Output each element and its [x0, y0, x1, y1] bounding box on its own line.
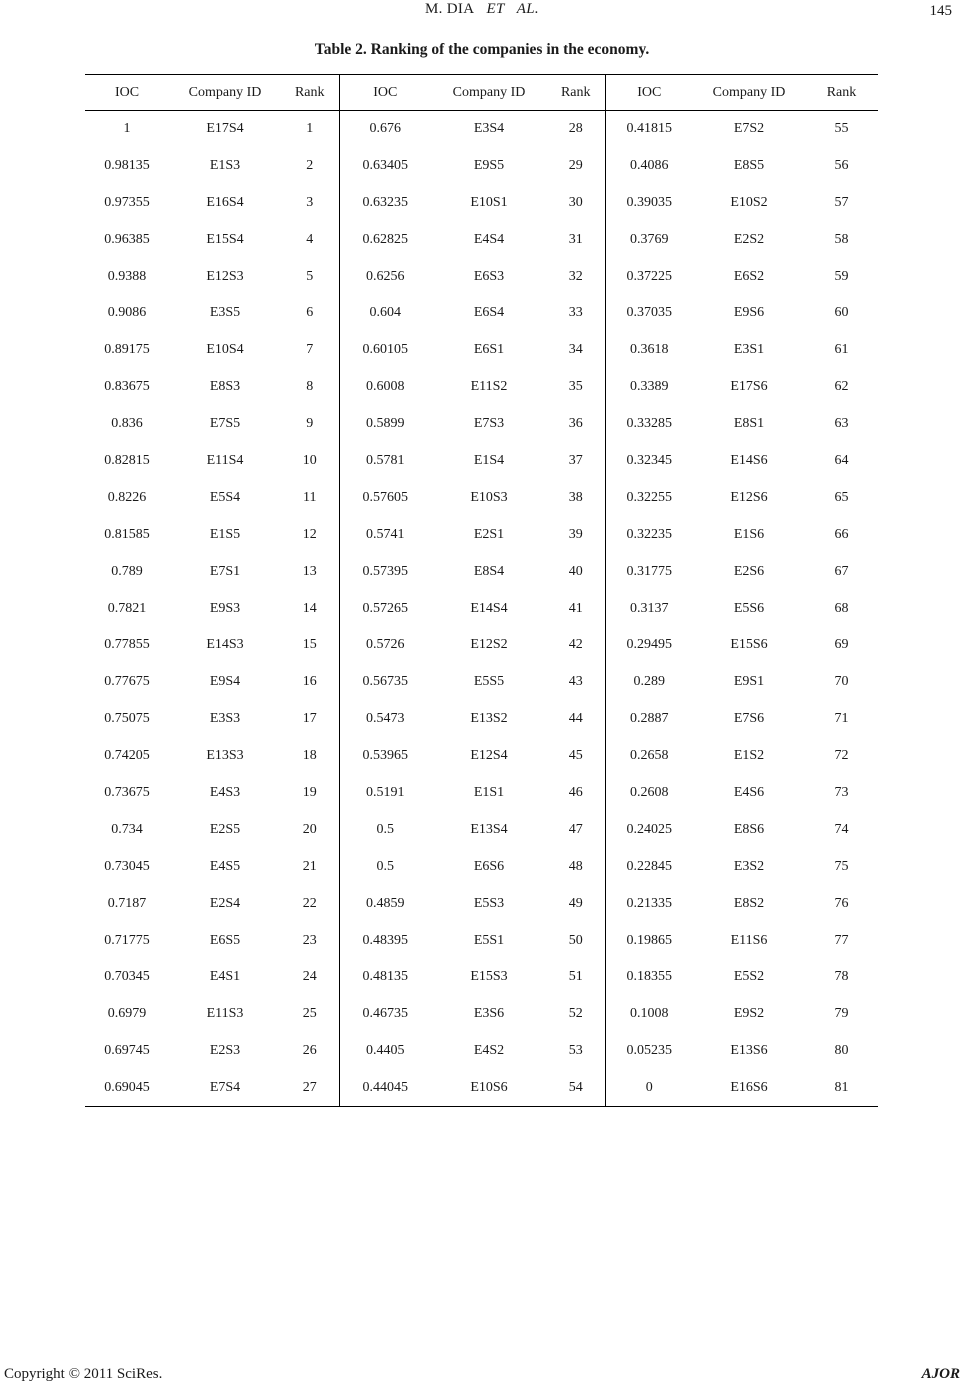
cell-company-id-group-1: E4S3	[209, 784, 241, 800]
cell-rank-group-2: 53	[547, 1033, 605, 1070]
et-al-al: AL.	[516, 1, 539, 17]
table-row	[85, 922, 878, 959]
cell-company-id-group-1: E7S1	[209, 563, 241, 579]
cell-company-id-group-2: E11S2	[470, 379, 508, 395]
cell-company-id-group-1: E2S5	[209, 821, 241, 837]
running-head	[0, 0, 964, 26]
cell-ioc-group-1: 0.77675	[104, 674, 150, 690]
table-row	[85, 664, 878, 701]
cell-company-id-group-3: E11S6	[730, 932, 768, 948]
cell-ioc-group-3: 0.32235	[626, 526, 672, 542]
cell-company-id-group-2: E6S6	[473, 858, 505, 874]
table-row	[85, 811, 878, 848]
table-row	[85, 479, 878, 516]
cell-company-id-group-2: E10S3	[470, 489, 508, 505]
cell-rank-group-3: 80	[834, 1043, 849, 1059]
cell-company-id-group-3: E4S6	[733, 784, 765, 800]
cell-rank-group-2: 52	[547, 996, 605, 1033]
cell-rank-group-2: 29	[547, 147, 605, 184]
cell-ioc-group-1: 0.82815	[104, 452, 150, 468]
cell-rank-group-3: 65	[834, 489, 849, 505]
cell-ioc-group-3: 0.37035	[626, 305, 672, 321]
table-row	[85, 1033, 878, 1070]
column-header-rank-3: Rank	[805, 75, 878, 111]
cell-ioc-group-3: 0.05235	[626, 1043, 672, 1059]
cell-company-id-group-1: E11S4	[206, 452, 244, 468]
cell-company-id-group-2: E6S4	[473, 305, 505, 321]
cell-rank-group-2: 51	[547, 959, 605, 996]
cell-company-id-group-3: E3S1	[733, 342, 765, 358]
cell-ioc-group-1: 0.89175	[104, 342, 150, 358]
cell-rank-group-1: 16	[281, 664, 339, 701]
cell-ioc-group-1: 0.9086	[107, 305, 147, 321]
cell-ioc-group-2: 0.63235	[362, 194, 408, 210]
cell-ioc-group-1: 0.83675	[104, 379, 150, 395]
table-row	[85, 369, 878, 406]
cell-rank-group-1: 23	[281, 922, 339, 959]
cell-ioc-group-2: 0.57395	[362, 563, 408, 579]
cell-company-id-group-2: E6S3	[473, 268, 505, 284]
cell-ioc-group-3: 0	[605, 1070, 693, 1107]
cell-rank-group-2: 30	[547, 184, 605, 221]
cell-ioc-group-3: 0.2608	[630, 784, 669, 800]
cell-ioc-group-2: 0.676	[369, 121, 401, 137]
cell-ioc-group-2: 0.4405	[366, 1043, 405, 1059]
cell-company-id-group-2: E9S5	[473, 157, 505, 173]
column-header-company-id-1: Company ID	[169, 75, 281, 111]
cell-rank-group-1: 24	[281, 959, 339, 996]
table-row	[85, 701, 878, 738]
cell-rank-group-1: 8	[281, 369, 339, 406]
table-row	[85, 959, 878, 996]
cell-rank-group-2: 42	[547, 627, 605, 664]
cell-ioc-group-2: 0.63405	[362, 157, 408, 173]
cell-ioc-group-2: 0.5	[376, 821, 394, 837]
cell-company-id-group-2: E5S1	[473, 932, 505, 948]
cell-rank-group-2: 41	[547, 590, 605, 627]
cell-ioc-group-3: 0.32345	[626, 452, 672, 468]
cell-company-id-group-2: E10S1	[470, 194, 508, 210]
cell-company-id-group-1: E17S4	[206, 121, 244, 137]
table-header-row	[85, 75, 878, 111]
cell-company-id-group-1: E9S4	[209, 674, 241, 690]
table-row	[85, 258, 878, 295]
cell-rank-group-3: 75	[834, 858, 849, 874]
cell-rank-group-1: 9	[281, 406, 339, 443]
cell-company-id-group-1: E2S4	[209, 895, 241, 911]
cell-rank-group-1: 1	[281, 111, 339, 148]
cell-ioc-group-2: 0.48395	[362, 932, 408, 948]
cell-company-id-group-1: E11S3	[206, 1006, 244, 1022]
cell-rank-group-2: 39	[547, 516, 605, 553]
cell-rank-group-1: 25	[281, 996, 339, 1033]
cell-ioc-group-3: 0.289	[633, 674, 665, 690]
cell-company-id-group-1: E1S3	[209, 157, 241, 173]
cell-rank-group-1: 11	[281, 479, 339, 516]
cell-ioc-group-3: 0.3618	[630, 342, 669, 358]
cell-company-id-group-1: E3S3	[209, 711, 241, 727]
table-row	[85, 1070, 878, 1107]
cell-ioc-group-1: 0.6979	[107, 1006, 147, 1022]
cell-rank-group-1: 22	[281, 885, 339, 922]
cell-ioc-group-3: 0.4086	[630, 157, 669, 173]
cell-company-id-group-3: E2S2	[733, 231, 765, 247]
cell-ioc-group-1: 0.7821	[107, 600, 147, 616]
cell-rank-group-2: 44	[547, 701, 605, 738]
et-al-et: ET	[486, 1, 505, 17]
cell-rank-group-3: 69	[834, 637, 849, 653]
cell-ioc-group-3: 0.33285	[626, 416, 672, 432]
cell-rank-group-3: 59	[834, 268, 849, 284]
table-row	[85, 184, 878, 221]
cell-ioc-group-3: 0.31775	[626, 563, 672, 579]
cell-ioc-group-2: 0.5741	[366, 526, 405, 542]
cell-rank-group-2: 48	[547, 848, 605, 885]
cell-ioc-group-1: 0.97355	[104, 194, 150, 210]
cell-company-id-group-2: E4S4	[473, 231, 505, 247]
cell-ioc-group-3: 0.32255	[626, 489, 672, 505]
cell-ioc-group-1: 1	[123, 121, 131, 137]
cell-rank-group-3: 55	[834, 121, 849, 137]
cell-ioc-group-1: 0.69745	[104, 1043, 150, 1059]
cell-rank-group-2: 40	[547, 553, 605, 590]
cell-rank-group-1: 26	[281, 1033, 339, 1070]
cell-rank-group-1: 5	[281, 258, 339, 295]
cell-rank-group-2: 34	[547, 332, 605, 369]
cell-company-id-group-2: E13S2	[470, 711, 508, 727]
cell-company-id-group-1: E7S4	[169, 1070, 281, 1107]
column-header-ioc-2: IOC	[339, 75, 431, 111]
cell-company-id-group-3: E17S6	[730, 379, 768, 395]
cell-ioc-group-3: 0.29495	[626, 637, 672, 653]
cell-company-id-group-1: E13S3	[206, 748, 244, 764]
cell-ioc-group-3: 0.2658	[630, 748, 669, 764]
cell-rank-group-3: 73	[834, 784, 849, 800]
column-header-ioc-3: IOC	[605, 75, 693, 111]
cell-ioc-group-2: 0.4859	[366, 895, 405, 911]
cell-rank-group-1: 17	[281, 701, 339, 738]
cell-ioc-group-1: 0.734	[111, 821, 143, 837]
cell-ioc-group-3: 0.21335	[626, 895, 672, 911]
cell-rank-group-3: 61	[834, 342, 849, 358]
cell-rank-group-1: 14	[281, 590, 339, 627]
cell-rank-group-2: 36	[547, 406, 605, 443]
cell-company-id-group-1: E16S4	[206, 194, 244, 210]
cell-rank-group-3: 58	[834, 231, 849, 247]
table-row	[85, 295, 878, 332]
cell-company-id-group-3: E12S6	[730, 489, 768, 505]
table-row	[85, 848, 878, 885]
cell-rank-group-2: 54	[547, 1070, 605, 1107]
cell-ioc-group-2: 0.46735	[362, 1006, 408, 1022]
cell-rank-group-3: 78	[834, 969, 849, 985]
cell-ioc-group-3: 0.41815	[626, 121, 672, 137]
page-footer	[0, 1366, 964, 1386]
cell-ioc-group-2: 0.5	[376, 858, 394, 874]
cell-ioc-group-2: 0.44045	[339, 1070, 431, 1107]
cell-ioc-group-1: 0.81585	[104, 526, 150, 542]
cell-ioc-group-1: 0.8226	[107, 489, 147, 505]
cell-rank-group-2: 46	[547, 775, 605, 812]
cell-ioc-group-2: 0.6008	[366, 379, 405, 395]
cell-company-id-group-2: E5S5	[473, 674, 505, 690]
cell-ioc-group-2: 0.53965	[362, 748, 408, 764]
table-row	[85, 221, 878, 258]
cell-ioc-group-2: 0.62825	[362, 231, 408, 247]
cell-rank-group-2: 31	[547, 221, 605, 258]
cell-company-id-group-2: E1S4	[473, 452, 505, 468]
cell-rank-group-1: 4	[281, 221, 339, 258]
table-row	[85, 738, 878, 775]
table-row	[85, 775, 878, 812]
cell-company-id-group-3: E8S1	[733, 416, 765, 432]
cell-rank-group-3: 81	[805, 1070, 878, 1107]
cell-ioc-group-2: 0.5473	[366, 711, 405, 727]
cell-ioc-group-3: 0.3389	[630, 379, 669, 395]
cell-rank-group-1: 15	[281, 627, 339, 664]
cell-company-id-group-2: E3S4	[473, 121, 505, 137]
cell-ioc-group-3: 0.2887	[630, 711, 669, 727]
ranking-table	[85, 74, 878, 1107]
cell-company-id-group-3: E14S6	[730, 452, 768, 468]
cell-ioc-group-3: 0.24025	[626, 821, 672, 837]
cell-company-id-group-3: E1S2	[733, 748, 765, 764]
cell-ioc-group-1: 0.73045	[104, 858, 150, 874]
table-row	[85, 332, 878, 369]
cell-rank-group-3: 72	[834, 748, 849, 764]
cell-company-id-group-3: E10S2	[730, 194, 768, 210]
cell-company-id-group-2: E1S1	[473, 784, 505, 800]
cell-company-id-group-3: E16S6	[693, 1070, 805, 1107]
cell-company-id-group-1: E6S5	[209, 932, 241, 948]
cell-rank-group-1: 2	[281, 147, 339, 184]
journal-abbreviation: AJOR	[921, 1366, 960, 1382]
cell-rank-group-2: 33	[547, 295, 605, 332]
cell-company-id-group-2: E13S4	[470, 821, 508, 837]
table-row	[85, 885, 878, 922]
cell-company-id-group-1: E8S3	[209, 379, 241, 395]
cell-company-id-group-3: E2S6	[733, 563, 765, 579]
cell-ioc-group-1: 0.9388	[107, 268, 147, 284]
cell-rank-group-2: 38	[547, 479, 605, 516]
cell-ioc-group-3: 0.3769	[630, 231, 669, 247]
cell-rank-group-3: 70	[834, 674, 849, 690]
cell-rank-group-3: 74	[834, 821, 849, 837]
cell-company-id-group-3: E6S2	[733, 268, 765, 284]
cell-ioc-group-1: 0.789	[111, 563, 143, 579]
cell-rank-group-1: 6	[281, 295, 339, 332]
column-header-ioc-1: IOC	[85, 75, 169, 111]
cell-company-id-group-1: E15S4	[206, 231, 244, 247]
table-row	[85, 553, 878, 590]
cell-company-id-group-3: E15S6	[730, 637, 768, 653]
cell-ioc-group-3: 0.18355	[626, 969, 672, 985]
cell-rank-group-2: 49	[547, 885, 605, 922]
cell-rank-group-1: 7	[281, 332, 339, 369]
cell-company-id-group-3: E5S2	[733, 969, 765, 985]
cell-company-id-group-1: E9S3	[209, 600, 241, 616]
cell-ioc-group-1: 0.69045	[85, 1070, 169, 1107]
cell-ioc-group-3: 0.39035	[626, 194, 672, 210]
cell-company-id-group-2: E4S2	[473, 1043, 505, 1059]
cell-ioc-group-1: 0.96385	[104, 231, 150, 247]
cell-ioc-group-1: 0.74205	[104, 748, 150, 764]
cell-ioc-group-1: 0.836	[111, 416, 143, 432]
cell-company-id-group-3: E8S5	[733, 157, 765, 173]
cell-rank-group-1: 21	[281, 848, 339, 885]
cell-ioc-group-3: 0.3137	[630, 600, 669, 616]
cell-rank-group-3: 57	[834, 194, 849, 210]
cell-company-id-group-3: E8S6	[733, 821, 765, 837]
cell-company-id-group-2: E8S4	[473, 563, 505, 579]
cell-ioc-group-1: 0.73675	[104, 784, 150, 800]
column-header-rank-2: Rank	[547, 75, 605, 111]
cell-rank-group-3: 71	[834, 711, 849, 727]
cell-rank-group-1: 27	[281, 1070, 339, 1107]
cell-company-id-group-2: E15S3	[470, 969, 508, 985]
cell-ioc-group-2: 0.57605	[362, 489, 408, 505]
cell-company-id-group-2: E3S6	[473, 1006, 505, 1022]
table-row	[85, 627, 878, 664]
cell-ioc-group-2: 0.5191	[366, 784, 405, 800]
table-row	[85, 111, 878, 148]
cell-rank-group-3: 56	[834, 157, 849, 173]
cell-company-id-group-1: E4S5	[209, 858, 241, 874]
cell-company-id-group-3: E5S6	[733, 600, 765, 616]
cell-company-id-group-2: E12S2	[470, 637, 508, 653]
column-header-company-id-2: Company ID	[431, 75, 547, 111]
running-title	[0, 1, 964, 18]
cell-ioc-group-1: 0.71775	[104, 932, 150, 948]
page-number: 145	[929, 3, 952, 19]
cell-company-id-group-2: E5S3	[473, 895, 505, 911]
cell-company-id-group-1: E2S3	[209, 1043, 241, 1059]
cell-ioc-group-2: 0.6256	[366, 268, 405, 284]
cell-ioc-group-2: 0.5726	[366, 637, 405, 653]
cell-company-id-group-3: E7S2	[733, 121, 765, 137]
cell-rank-group-3: 66	[834, 526, 849, 542]
cell-rank-group-1: 20	[281, 811, 339, 848]
cell-rank-group-2: 37	[547, 443, 605, 480]
cell-ioc-group-2: 0.5781	[366, 452, 405, 468]
cell-rank-group-3: 62	[834, 379, 849, 395]
cell-company-id-group-1: E1S5	[209, 526, 241, 542]
cell-rank-group-3: 68	[834, 600, 849, 616]
cell-rank-group-1: 3	[281, 184, 339, 221]
cell-company-id-group-1: E12S3	[206, 268, 244, 284]
cell-ioc-group-1: 0.77855	[104, 637, 150, 653]
cell-ioc-group-3: 0.19865	[626, 932, 672, 948]
cell-rank-group-2: 47	[547, 811, 605, 848]
table-row	[85, 516, 878, 553]
cell-rank-group-1: 10	[281, 443, 339, 480]
cell-rank-group-3: 77	[834, 932, 849, 948]
cell-rank-group-2: 45	[547, 738, 605, 775]
copyright-notice: Copyright © 2011 SciRes.	[4, 1366, 163, 1382]
cell-company-id-group-3: E3S2	[733, 858, 765, 874]
column-header-company-id-3: Company ID	[693, 75, 805, 111]
cell-rank-group-3: 79	[834, 1006, 849, 1022]
cell-company-id-group-1: E10S4	[206, 342, 244, 358]
cell-company-id-group-3: E7S6	[733, 711, 765, 727]
cell-company-id-group-2: E14S4	[470, 600, 508, 616]
table-row	[85, 590, 878, 627]
cell-company-id-group-1: E3S5	[209, 305, 241, 321]
table-row	[85, 443, 878, 480]
cell-rank-group-1: 13	[281, 553, 339, 590]
cell-rank-group-3: 64	[834, 452, 849, 468]
table-row	[85, 996, 878, 1033]
cell-ioc-group-2: 0.48135	[362, 969, 408, 985]
cell-ioc-group-1: 0.7187	[107, 895, 147, 911]
cell-ioc-group-2: 0.604	[369, 305, 401, 321]
cell-rank-group-2: 35	[547, 369, 605, 406]
cell-company-id-group-1: E5S4	[209, 489, 241, 505]
cell-company-id-group-3: E8S2	[733, 895, 765, 911]
cell-company-id-group-3: E13S6	[730, 1043, 768, 1059]
cell-ioc-group-2: 0.60105	[362, 342, 408, 358]
cell-rank-group-2: 28	[547, 111, 605, 148]
cell-ioc-group-2: 0.56735	[362, 674, 408, 690]
cell-ioc-group-1: 0.70345	[104, 969, 150, 985]
cell-ioc-group-3: 0.37225	[626, 268, 672, 284]
cell-rank-group-1: 19	[281, 775, 339, 812]
cell-rank-group-3: 67	[834, 563, 849, 579]
cell-ioc-group-3: 0.1008	[630, 1006, 669, 1022]
cell-company-id-group-2: E12S4	[470, 748, 508, 764]
cell-company-id-group-1: E7S5	[209, 416, 241, 432]
table-row	[85, 406, 878, 443]
cell-rank-group-3: 63	[834, 416, 849, 432]
cell-ioc-group-2: 0.57265	[362, 600, 408, 616]
cell-rank-group-1: 12	[281, 516, 339, 553]
table-caption: Table 2. Ranking of the companies in the economy.	[314, 41, 650, 58]
cell-ioc-group-1: 0.98135	[104, 157, 150, 173]
author-name: M. DIA	[425, 1, 475, 17]
table-row	[85, 147, 878, 184]
cell-rank-group-3: 76	[834, 895, 849, 911]
cell-company-id-group-2: E7S3	[473, 416, 505, 432]
cell-company-id-group-3: E9S2	[733, 1006, 765, 1022]
cell-ioc-group-1: 0.75075	[104, 711, 150, 727]
cell-ioc-group-2: 0.5899	[366, 416, 405, 432]
cell-rank-group-2: 43	[547, 664, 605, 701]
cell-rank-group-2: 50	[547, 922, 605, 959]
cell-company-id-group-2: E10S6	[431, 1070, 547, 1107]
cell-rank-group-1: 18	[281, 738, 339, 775]
cell-company-id-group-3: E9S6	[733, 305, 765, 321]
column-header-rank-1: Rank	[281, 75, 339, 111]
cell-company-id-group-3: E9S1	[733, 674, 765, 690]
cell-company-id-group-2: E2S1	[473, 526, 505, 542]
cell-company-id-group-3: E1S6	[733, 526, 765, 542]
cell-ioc-group-3: 0.22845	[626, 858, 672, 874]
cell-company-id-group-1: E14S3	[206, 637, 244, 653]
cell-company-id-group-1: E4S1	[209, 969, 241, 985]
cell-rank-group-2: 32	[547, 258, 605, 295]
cell-rank-group-3: 60	[834, 305, 849, 321]
cell-company-id-group-2: E6S1	[473, 342, 505, 358]
table-body	[85, 111, 878, 1107]
